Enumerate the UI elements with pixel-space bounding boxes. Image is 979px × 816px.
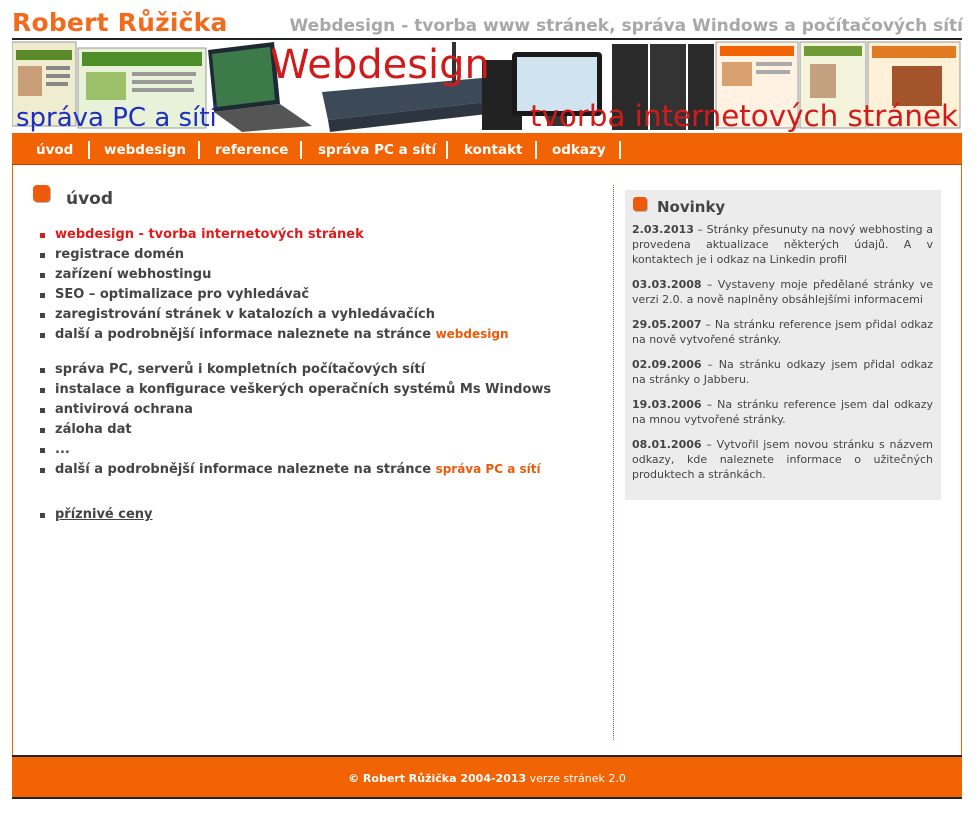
banner-right-caption: tvorba internetových stránek	[530, 99, 959, 132]
site-footer	[12, 757, 962, 797]
news-text: – Vystaveny moje předělané stránky ve verzi 2.0. a nově naplněny obsáhlejšími informacemi	[632, 278, 933, 306]
nav-separator	[446, 141, 448, 159]
news-date: 02.09.2006	[632, 358, 702, 371]
list-bullet	[40, 428, 45, 433]
footer-copyright-name: © Robert Růžička 2004-2013	[348, 772, 527, 785]
news-date: 29.05.2007	[632, 318, 702, 331]
list-item: instalace a konfigurace veškerých operačních systémů Ms Windows	[55, 382, 552, 397]
news-text: – Vytvořil jsem novou stránku s názvem odkazy, kde naleznete informace o užitečných produktech a stránkách.	[632, 438, 933, 481]
footer-copyright	[12, 772, 962, 785]
list-bullet	[40, 333, 45, 338]
list-item	[55, 327, 509, 342]
news-text: – Na stránku odkazy jsem přidal odkaz na stránky o Jabberu.	[632, 358, 933, 386]
page-title: úvod	[66, 189, 114, 209]
news-date: 08.01.2006	[632, 438, 702, 451]
news-entry	[632, 317, 933, 347]
news-date: 03.03.2008	[632, 278, 702, 291]
news-entry	[632, 222, 933, 267]
list-item: registrace domén	[55, 247, 185, 262]
nav-separator	[300, 141, 302, 159]
column-divider	[613, 185, 614, 740]
nav-separator	[198, 141, 200, 159]
webdesign-page-link[interactable]: webdesign	[435, 327, 509, 341]
main-nav	[12, 133, 962, 165]
news-text: – Stránky přesunuty na nový webhosting a provedena aktualizace některých údajů. A v kontaktech je i odkaz na Linkedin profil	[632, 223, 933, 266]
banner-left-caption: správa PC a sítí	[16, 103, 217, 132]
site-name[interactable]: Robert Růžička	[12, 8, 228, 37]
list-item: SEO – optimalizace pro vyhledávač	[55, 287, 310, 302]
list-bullet	[40, 513, 45, 518]
list-bullet	[40, 468, 45, 473]
nav-item-webdesign[interactable]: webdesign	[104, 142, 187, 158]
list-bullet	[40, 233, 45, 238]
prices-link[interactable]: příznivé ceny	[55, 507, 153, 522]
news-entry	[632, 437, 933, 482]
list-bullet	[40, 293, 45, 298]
list-item-text: další a podrobnější informace naleznete na stránce	[55, 327, 432, 342]
list-item-webdesign-link[interactable]: webdesign - tvorba internetových stránek	[55, 227, 364, 242]
banner-collage	[12, 40, 962, 132]
sprava-page-link[interactable]: správa PC a sítí	[435, 462, 541, 476]
nav-item-sprava[interactable]: správa PC a sítí	[318, 142, 437, 158]
list-item	[55, 462, 541, 477]
list-bullet	[40, 313, 45, 318]
site-tagline: Webdesign - tvorba www stránek, správa Windows a počítačových sítí	[289, 16, 963, 36]
nav-item-reference[interactable]: reference	[215, 142, 289, 158]
list-bullet	[40, 253, 45, 258]
list-item: zařízení webhostingu	[55, 267, 212, 282]
list-bullet	[40, 388, 45, 393]
list-bullet	[40, 408, 45, 413]
list-item: ...	[55, 442, 70, 457]
footer-version: verze stránek 2.0	[526, 772, 626, 785]
nav-item-odkazy[interactable]: odkazy	[552, 142, 606, 158]
banner-center-caption: Webdesign	[270, 42, 490, 88]
news-entry	[632, 397, 933, 427]
list-bullet	[40, 273, 45, 278]
section-bullet-icon	[33, 185, 50, 202]
nav-item-uvod[interactable]: úvod	[36, 142, 74, 158]
list-bullet	[40, 448, 45, 453]
site-header	[0, 0, 979, 38]
nav-separator	[535, 141, 537, 159]
list-item: antivirová ochrana	[55, 402, 193, 417]
news-date: 2.03.2013	[632, 223, 694, 236]
news-bullet-icon	[633, 197, 647, 211]
news-entry	[632, 277, 933, 307]
nav-item-kontakt[interactable]: kontakt	[464, 142, 523, 158]
news-date: 19.03.2006	[632, 398, 702, 411]
news-title: Novinky	[657, 198, 726, 216]
list-bullet	[40, 368, 45, 373]
footer-bottom-divider	[12, 797, 962, 799]
list-item: správa PC, serverů i kompletních počítačových sítí	[55, 362, 426, 377]
nav-separator	[619, 141, 621, 159]
nav-separator	[88, 141, 90, 159]
header-banner	[12, 40, 962, 132]
news-entry	[632, 357, 933, 387]
news-text: – Na stránku reference jsem přidal odkaz na nově vytvořené stránky.	[632, 318, 933, 346]
list-item: zaregistrování stránek v katalozích a vyhledávačích	[55, 307, 436, 322]
list-item: záloha dat	[55, 422, 132, 437]
list-item-text: další a podrobnější informace naleznete na stránce	[55, 462, 432, 477]
news-text: – Na stránku reference jsem dal odkazy na mnou vytvořené stránky.	[632, 398, 933, 426]
